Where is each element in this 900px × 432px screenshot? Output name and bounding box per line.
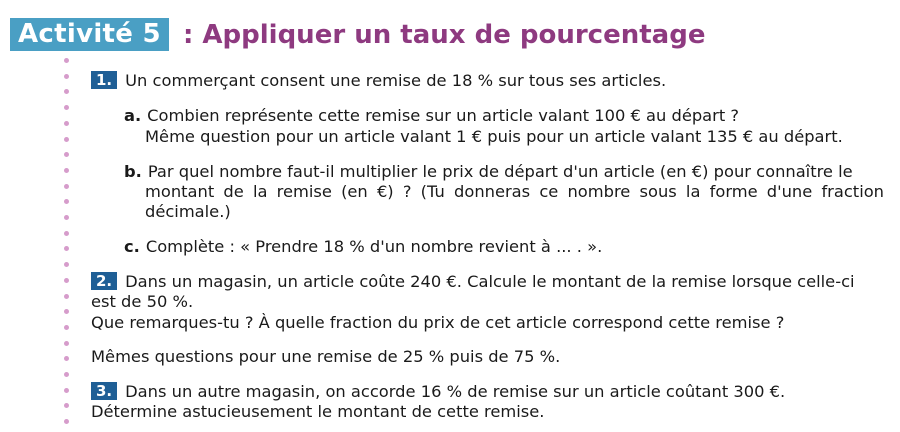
margin-dot (64, 105, 69, 110)
question-1b-line1 (124, 162, 853, 182)
question-3-number: 3. (91, 382, 117, 400)
question-1-text: Un commerçant consent une remise de 18 % sur tous ses articles. (125, 71, 667, 90)
margin-dot (64, 262, 69, 267)
margin-dot (64, 152, 69, 157)
question-1b-text: Par quel nombre faut-il multiplier le prix de départ d'un article (en €) pour connaître le (147, 162, 853, 181)
question-1b-label: b. (124, 162, 142, 181)
margin-dot (64, 246, 69, 251)
question-2-number: 2. (91, 272, 117, 290)
margin-dot (64, 137, 69, 142)
margin-dot (64, 215, 69, 220)
margin-dot (64, 294, 69, 299)
margin-dot (64, 356, 69, 361)
question-1-number: 1. (91, 71, 117, 89)
margin-dot (64, 278, 69, 283)
question-3-line1: Dans un autre magasin, on accorde 16 % de remise sur un article coûtant 300 €. (125, 382, 786, 401)
question-1b-line2: montant de la remise (en €) ? (Tu donneras ce nombre sous la forme d'une fraction (145, 182, 884, 201)
question-1a-label: a. (124, 106, 142, 125)
question-3-line2: Détermine astucieusement le montant de cette remise. (91, 402, 545, 421)
question-1a-line1 (124, 106, 739, 126)
margin-dot (64, 74, 69, 79)
question-2-line1: Dans un magasin, un article coûte 240 €. Calcule le montant de la remise lorsque celle-ci (125, 272, 855, 291)
question-1b-line3: décimale.) (145, 202, 231, 221)
dotted-margin (64, 58, 72, 428)
activity-title: : Appliquer un taux de pourcentage (182, 19, 706, 50)
question-2-line4: Mêmes questions pour une remise de 25 % puis de 75 %. (91, 347, 561, 366)
question-3 (91, 382, 785, 402)
question-1a-text: Combien représente cette remise sur un article valant 100 € au départ ? (147, 106, 740, 125)
margin-dot (64, 168, 69, 173)
margin-dot (64, 309, 69, 314)
question-1c-label: c. (124, 237, 140, 256)
margin-dot (64, 372, 69, 377)
question-2 (91, 272, 855, 292)
margin-dot (64, 403, 69, 408)
margin-dot (64, 58, 69, 63)
margin-dot (64, 419, 69, 424)
question-1c (124, 237, 602, 257)
margin-dot (64, 231, 69, 236)
margin-dot (64, 121, 69, 126)
activity-header (10, 18, 705, 51)
margin-dot (64, 388, 69, 393)
activity-label: Activité 5 (10, 18, 169, 51)
question-1c-text: Complète : « Prendre 18 % d'un nombre revient à ... . ». (145, 237, 603, 256)
question-2-line3: Que remarques-tu ? À quelle fraction du prix de cet article correspond cette remise ? (91, 313, 785, 332)
question-1a-line2: Même question pour un article valant 1 € puis pour un article valant 135 € au départ. (145, 127, 843, 146)
margin-dot (64, 89, 69, 94)
margin-dot (64, 325, 69, 330)
margin-dot (64, 341, 69, 346)
question-2-line2: est de 50 %. (91, 292, 194, 311)
margin-dot (64, 184, 69, 189)
margin-dot (64, 199, 69, 204)
question-1 (91, 71, 666, 91)
